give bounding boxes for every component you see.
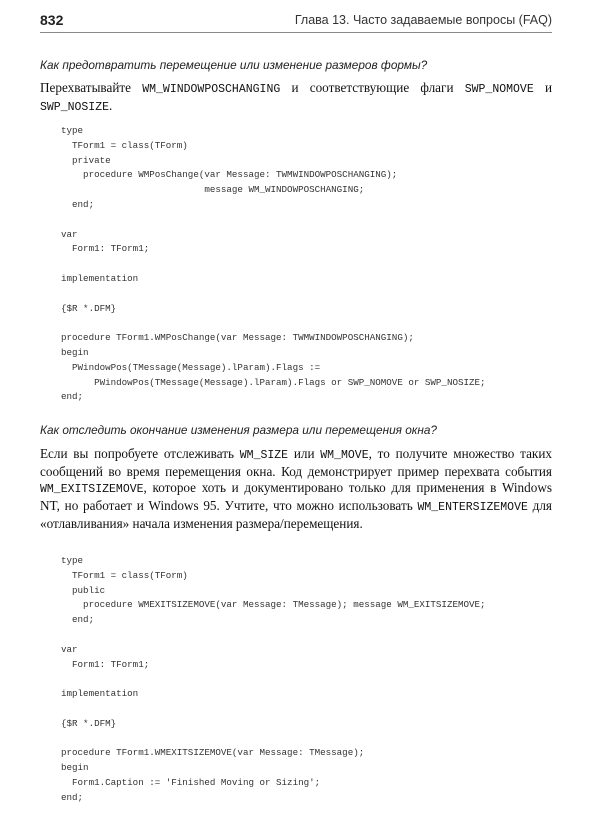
answer-text: Перехватывайте — [40, 80, 143, 95]
paragraph-text: , которое хоть и документировано только для применения в Windows NT, но работает и Windows 95. Учтите, что можно использовать — [40, 480, 552, 513]
answer-text: и соответствующие флаги — [280, 80, 465, 95]
paragraph-text: или — [288, 446, 321, 461]
answer-paragraph-1 — [40, 80, 552, 116]
question-heading-1: Как предотвратить перемещение или изменение размеров формы? — [40, 58, 428, 72]
code-listing-1: type TForm1 = class(TForm) private procedure WMPosChange(var Message: TWMWINDOWPOSCHANGING); message WM_WINDOWPOSCHANGING; end; var Form1: TForm1; implementation {$R *.DFM} procedure TForm1.WMPosChange(var Message: TWMWINDOWPOSCHANGING); begin PWindowPos(TMessage(Message).lParam).Flags := PWindowPos(TMessage(Message).lParam).Flags or SWP_NOMOVE or SWP_NOSIZE; end; — [61, 125, 486, 403]
inline-code: SWP_NOSIZE — [40, 101, 110, 114]
question-heading-2: Как отследить окончание изменения размера или перемещения окна? — [40, 423, 437, 437]
inline-code: WM_EXITSIZEMOVE — [40, 483, 144, 496]
paragraph-text: , то получите множество таких сообщений во время перемещения окна. Код демонстрирует пример перехвата события — [40, 446, 552, 479]
running-head: Глава 13. Часто задаваемые вопросы (FAQ) — [294, 13, 552, 27]
answer-paragraph-2 — [40, 446, 552, 532]
inline-code: WM_ENTERSIZEMOVE — [417, 501, 528, 514]
code-listing-2: type TForm1 = class(TForm) public procedure WMEXITSIZEMOVE(var Message: TMessage); message WM_EXITSIZEMOVE; end; var Form1: TForm1; implementation {$R *.DFM} procedure TForm1.WMEXITSIZEMOVE(var Message: TMessage); begin Form1.Caption := 'Finished Moving or Sizing'; end; — [61, 555, 486, 803]
paragraph-text: для «отлавливания» начала изменения размера/перемещения. — [40, 498, 552, 531]
inline-code: WM_SIZE — [239, 449, 289, 462]
inline-code: SWP_NOMOVE — [464, 83, 534, 96]
page-header — [40, 10, 552, 33]
paragraph-text: Если вы попробуете отслеживать — [40, 446, 240, 461]
page-number: 832 — [40, 12, 64, 28]
inline-code: WM_WINDOWPOSCHANGING — [142, 83, 281, 96]
answer-text: . — [109, 98, 113, 113]
answer-text: и — [533, 80, 552, 95]
inline-code: WM_MOVE — [320, 449, 369, 462]
